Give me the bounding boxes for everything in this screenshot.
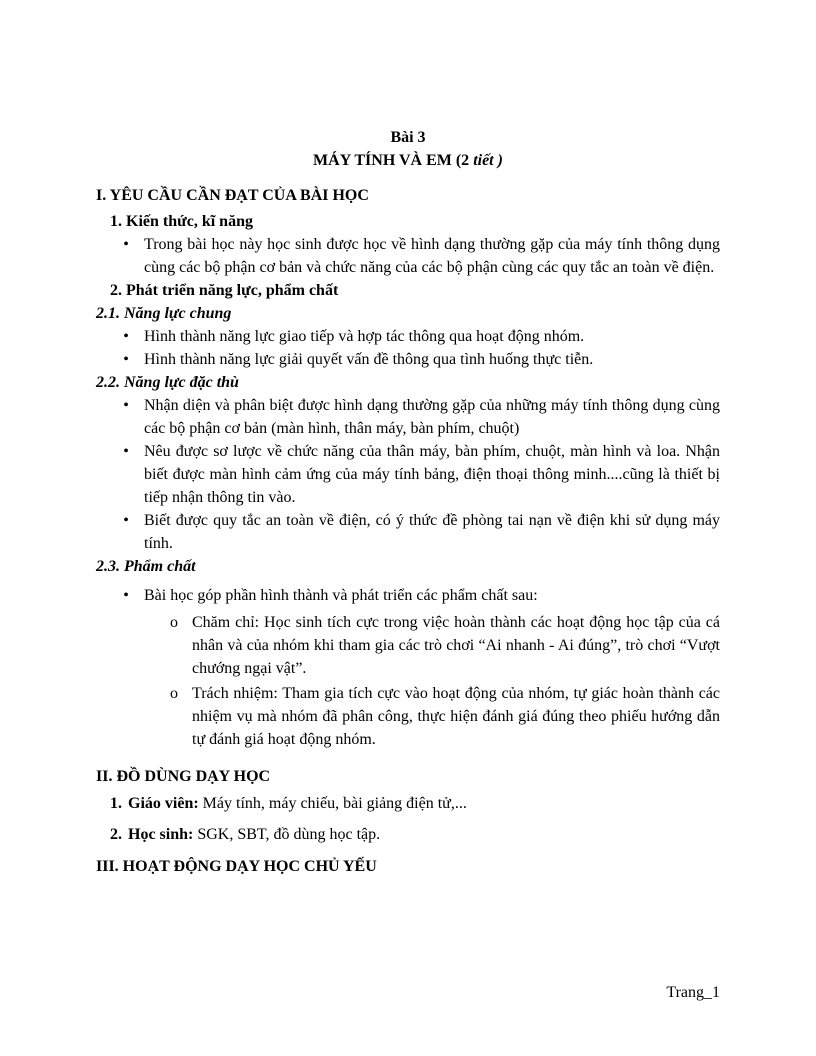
knowledge-list <box>96 233 720 279</box>
sublist-item-text: Trách nhiệm: Tham gia tích cực vào hoạt động của nhóm, tự giác hoàn thành các nhiệm vụ mà nhóm đã phân công, thực hiện đánh giá đúng theo phiếu hướng dẫn tự đánh giá hoạt động nhóm. <box>192 685 720 748</box>
bullet-icon: • <box>123 351 129 368</box>
specific-competence-list <box>96 394 720 555</box>
qualities-sublist <box>144 611 720 751</box>
qualities-heading: 2.3. Phẩm chất <box>96 558 196 575</box>
list-item <box>123 394 720 440</box>
item-text: Máy tính, máy chiếu, bài giảng điện tử,... <box>198 795 467 812</box>
list-item <box>123 348 720 371</box>
lesson-title-block <box>0 126 816 172</box>
section-3-heading: III. HOẠT ĐỘNG DẠY HỌC CHỦ YẾU <box>96 858 377 875</box>
list-item <box>123 440 720 509</box>
list-item-text: Biết được quy tắc an toàn về điện, có ý thức đề phòng tai nạn về điện khi sử dụng máy tính. <box>144 512 720 552</box>
document-body <box>96 184 720 881</box>
teacher-materials <box>96 792 720 815</box>
development-heading: 2. Phát triển năng lực, phẩm chất <box>110 282 339 299</box>
list-item <box>123 233 720 279</box>
list-item-text: Nêu được sơ lược về chức năng của thân máy, bàn phím, chuột, màn hình và loa. Nhận biết được màn hình cảm ứng của máy tính bảng, điện thoại thông minh....cũng là thiết bị tiếp nhận thông tin vào. <box>144 443 720 506</box>
sublist-item <box>170 682 720 751</box>
qualities-list <box>96 584 720 751</box>
lesson-number: Bài 3 <box>390 129 426 146</box>
item-label: Giáo viên: <box>128 795 199 812</box>
item-text: SGK, SBT, đồ dùng học tập. <box>193 826 381 843</box>
section-1-heading: I. YÊU CẦU CẦN ĐẠT CỦA BÀI HỌC <box>96 187 369 204</box>
bullet-icon: • <box>123 512 129 529</box>
lesson-name <box>0 149 816 172</box>
item-number: 1. <box>110 795 122 812</box>
specific-competence-heading: 2.2. Năng lực đặc thù <box>96 374 239 391</box>
general-competence-heading: 2.1. Năng lực chung <box>96 305 232 322</box>
sublist-item-text: Chăm chỉ: Học sinh tích cực trong việc hoàn thành các hoạt động học tập của cá nhân và của nhóm khi tham gia các trò chơi “Ai nhanh - Ai đúng”, trò chơi “Vượt chướng ngại vật”. <box>192 614 720 677</box>
lesson-duration: tiết ) <box>473 152 503 169</box>
circle-bullet-icon: o <box>170 614 178 631</box>
qualities-block <box>96 584 720 751</box>
bullet-icon: • <box>123 443 129 460</box>
lesson-name-text: MÁY TÍNH VÀ EM (2 <box>313 152 474 169</box>
bullet-icon: • <box>123 587 129 604</box>
list-item-text: Bài học góp phần hình thành và phát triển các phẩm chất sau: <box>144 587 538 604</box>
general-competence-list <box>96 325 720 371</box>
item-number: 2. <box>110 826 122 843</box>
bullet-icon: • <box>123 397 129 414</box>
knowledge-heading: 1. Kiến thức, kĩ năng <box>110 213 253 230</box>
sublist-item <box>170 611 720 680</box>
circle-bullet-icon: o <box>170 685 178 702</box>
list-item-text: Trong bài học này học sinh được học về hình dạng thường gặp của máy tính thông dụng cùng các bộ phận cơ bản và chức năng của các bộ phận cùng các quy tắc an toàn về điện. <box>144 236 720 276</box>
list-item <box>123 325 720 348</box>
page-number: Trang_1 <box>666 984 720 1001</box>
bullet-icon: • <box>123 328 129 345</box>
list-item <box>123 584 720 751</box>
section-2-heading: II. ĐỒ DÙNG DẠY HỌC <box>96 768 271 785</box>
list-item <box>123 509 720 555</box>
item-label: Học sinh: <box>128 826 194 843</box>
list-item-text: Nhận diện và phân biệt được hình dạng thường gặp của những máy tính thông dụng cùng các bộ phận cơ bản (màn hình, thân máy, bàn phím, chuột) <box>144 397 720 437</box>
bullet-icon: • <box>123 236 129 253</box>
list-item-text: Hình thành năng lực giao tiếp và hợp tác thông qua hoạt động nhóm. <box>144 328 585 345</box>
list-item-text: Hình thành năng lực giải quyết vấn đề thông qua tình huống thực tiễn. <box>144 351 594 368</box>
student-materials <box>96 823 720 846</box>
